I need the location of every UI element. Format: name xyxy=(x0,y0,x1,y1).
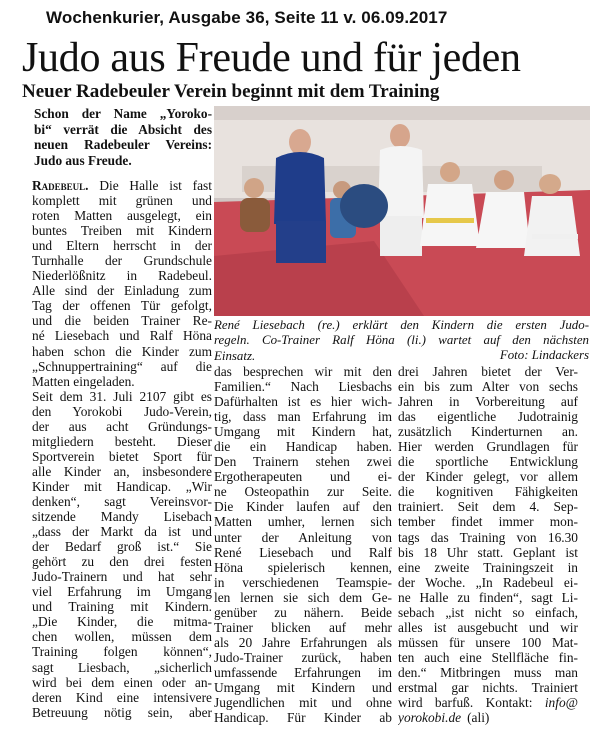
text-line: komplett mit grünen und xyxy=(32,193,212,209)
headline: Judo aus Freude und für jeden xyxy=(22,35,521,81)
text-line: müssen für unsere 100 Mat- xyxy=(398,634,578,650)
text-line: Radebeul. Die Halle ist fast xyxy=(32,178,212,193)
text-line: umfassende Erfahrungen im xyxy=(214,664,392,680)
text-line: né Liesebach und Ralf Höna xyxy=(32,328,212,344)
text-line: der Kinder gelegt, vor allem xyxy=(398,469,578,485)
text-line: erstmal gar nichts. Trainiert xyxy=(398,679,578,695)
text-line: bis 18 Uhr statt. Geplant ist xyxy=(398,544,578,560)
article-column-2 xyxy=(214,364,392,725)
text-line: alle Kinder an, insbesondere xyxy=(32,463,212,479)
text-line: Judo-Trainer zurück, haben xyxy=(214,649,392,665)
text-line: René Liesebach und Ralf xyxy=(214,544,392,560)
text-line: Dafürhalten ist es hier wich- xyxy=(214,394,392,410)
text-line: und Training mit Kindern. xyxy=(32,599,212,615)
text-line: Jahren in Vorbereitung auf xyxy=(398,394,578,410)
teaser-line: neuen Radebeuler Vereins: xyxy=(34,137,212,153)
text-line: ten auch eine Stellfläche fin- xyxy=(398,649,578,665)
text-line: ein bis zum Alter von sechs xyxy=(398,379,578,395)
text-line: Ergotherapeuten und ei- xyxy=(214,469,392,485)
contact-email: info@ xyxy=(544,695,578,711)
dateline-place: Radebeul. xyxy=(32,178,89,193)
text-line: haben schon die Kinder zum xyxy=(32,343,212,359)
teaser-line: Judo aus Freude. xyxy=(34,152,132,168)
text-line: „Die Kinder, die mitma- xyxy=(32,614,212,630)
text-line: und Eltern herrscht in der xyxy=(32,238,212,254)
teaser-line: Schon der Name „Yoroko- xyxy=(34,106,212,121)
text-line: Den Trainern stehen zwei xyxy=(214,454,392,470)
text-line: zusätzlich Kinderturnen an. xyxy=(398,424,578,440)
text-line: Höna spielerisch kennen, xyxy=(214,559,392,575)
text-line: das besprechen wir mit den xyxy=(214,364,392,379)
text-line: mitgliedern besteht. Dieser xyxy=(32,433,212,449)
text-line: in verschiedenen Teamspie- xyxy=(214,574,392,590)
text-line: der aus acht Gründungs- xyxy=(32,418,212,434)
text-line: wird barfuß. Kontakt: info@ xyxy=(398,695,578,711)
text-line: den Yorokobi Judo-Verein, xyxy=(32,403,212,419)
text-line: Tag der offenen Tür gefolgt, xyxy=(32,298,212,314)
article-photo xyxy=(214,106,590,316)
text-line: tags das Training von 16.30 xyxy=(398,529,578,545)
text-line: Judo-Trainern und hat sehr xyxy=(32,569,212,585)
contact-domain: yorokobi.de xyxy=(398,710,462,726)
judo-photo-illustration xyxy=(214,106,590,316)
text-line: Matten eingeladen. xyxy=(32,373,135,389)
text-line: tig, dass man Erfahrung im xyxy=(214,409,392,425)
text-line: den.“ Mitbringen muss man xyxy=(398,664,578,680)
text-line: der Bedarf groß ist.“ Sie xyxy=(32,539,212,555)
text-line: der Woche. „In Radebeul ei- xyxy=(398,574,578,590)
text-line xyxy=(398,710,578,725)
text-line: die sportliche Entwicklung xyxy=(398,454,578,470)
text-line: Seit dem 31. Juli 2107 gibt es xyxy=(32,388,212,404)
text-line: Familien.“ Nach Liesbachs xyxy=(214,379,392,395)
text-line: Sportverein bietet Sport für xyxy=(32,448,212,464)
caption-line: regeln. Co-Trainer Ralf Höna (li.) wartet auf den nächsten xyxy=(214,333,589,348)
text-line: sagt Liesbach, „sicherlich xyxy=(32,659,212,675)
text-line: die ein Handicap haben. xyxy=(214,439,392,455)
article-column-1 xyxy=(32,178,212,720)
text-line: denken“, sagt Vereinsvor- xyxy=(32,493,212,509)
teaser xyxy=(34,106,212,168)
text-line: ne Halle zu finden“, sagt Li- xyxy=(398,589,578,605)
text-line: Trainer blicken auf mehr xyxy=(214,619,392,635)
text-line: eine zweite Trainingszeit in xyxy=(398,559,578,575)
text-line: „dass der Markt da ist und xyxy=(32,524,212,540)
text-line: roten Matten ausgelegt, ein xyxy=(32,208,212,224)
text-line: ne Osteopathin zur Seite. xyxy=(214,484,392,500)
text-line: als 20 Jahre Erfahrungen als xyxy=(214,634,392,650)
text-line: unter der Anleitung von xyxy=(214,529,392,545)
text-line: die kognitiven Fähigkeiten xyxy=(398,484,578,500)
text-line: sitzende Mandy Lisebach xyxy=(32,509,212,525)
text-line: deren Kind eine intensivere xyxy=(32,689,212,705)
text-line: Alle sind der Einladung zum xyxy=(32,283,212,299)
text-line: genüber zu nähern. Beide xyxy=(214,604,392,620)
text-line: Die Kinder laufen auf den xyxy=(214,499,392,515)
text-line: das eigentliche Judotrainig xyxy=(398,409,578,425)
text-line: len lernen sie sich dem Ge- xyxy=(214,589,392,605)
text-line: viel Erfahrung im Umgang xyxy=(32,584,212,600)
masthead: Wochenkurier, Ausgabe 36, Seite 11 v. 06.09.2017 xyxy=(46,8,448,27)
photo-caption xyxy=(214,318,589,364)
text-line: Training folgen können“, xyxy=(32,644,212,660)
text-line: und die beiden Trainer Re- xyxy=(32,313,212,329)
text-line: Betreuung nötig sein, aber xyxy=(32,704,212,720)
photo-credit: Foto: Lindackers xyxy=(499,348,589,362)
text-line: tember findet immer mon- xyxy=(398,514,578,530)
text-line: Matten umher, lernen sich xyxy=(214,514,392,530)
text-line: Handicap. Für Kinder ab xyxy=(214,710,392,726)
text-line: „Schnuppertraining“ auf die xyxy=(32,358,212,374)
text-line: Jugendlichen mit und ohne xyxy=(214,695,392,711)
caption-line: Einsatz. xyxy=(214,348,256,363)
author-initials: (ali) xyxy=(467,710,490,726)
text-line: Umgang mit Kindern und xyxy=(214,679,392,695)
article-column-3 xyxy=(398,364,578,725)
text-line: buntes Treiben mit Kindern xyxy=(32,223,212,239)
text-line: wird bei dem einen oder an- xyxy=(32,674,212,690)
text-line: Kinder mit Handicap. „Wir xyxy=(32,478,212,494)
subheadline: Neuer Radebeuler Verein beginnt mit dem Training xyxy=(22,81,440,102)
caption-line: René Liesebach (re.) erklärt den Kindern die ersten Judo- xyxy=(214,318,589,332)
text-line: alles ist ausgebucht und wir xyxy=(398,619,578,635)
text-line: Umgang mit Kindern hat, xyxy=(214,424,392,440)
text-line: gehört zu den drei festen xyxy=(32,554,212,570)
text-line: trainiert. Seit dem 4. Sep- xyxy=(398,499,578,515)
teaser-line: bi“ verrät die Absicht des xyxy=(34,121,212,137)
text-line: Niederlößnitz in Radebeul. xyxy=(32,268,212,284)
text-line: Hier werden Grundlagen für xyxy=(398,439,578,455)
text-line: drei Jahren bietet der Ver- xyxy=(398,364,578,379)
text-line: Turnhalle der Grundschule xyxy=(32,253,212,269)
text-line: chen wollen, müssen dem xyxy=(32,629,212,645)
text-line: sebach „ist nicht so einfach, xyxy=(398,604,578,620)
